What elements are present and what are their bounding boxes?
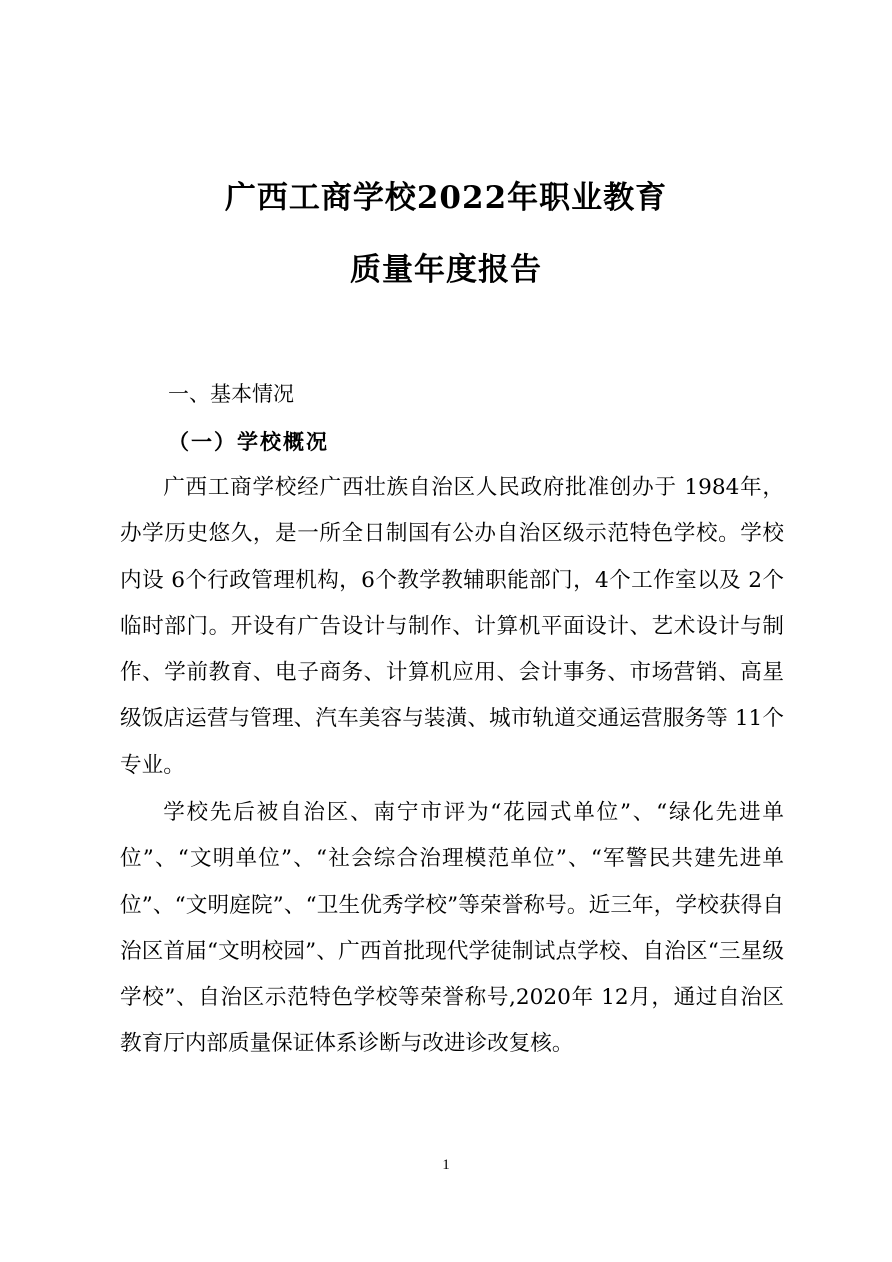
document-title-line-1: 广西工商学校2022年职业教育 — [224, 180, 668, 216]
page-number: 1 — [442, 1157, 450, 1173]
subsection-heading: （一）学校概况 — [168, 429, 329, 454]
paragraph-school-honors: 学校先后被自治区、南宁市评为“花园式单位”、“绿化先进单位”、“文明单位”、“社会综合治理模范单位”、“军警民共建先进单位”、“文明庭院”、“卫生优秀学校”等荣誉称号。近三年，学校获得自治区首届“文明校园”、广西首批现代学徒制试点学校、自治区“三星级学校”、自治区示范特色学校等荣誉称号,2020年 12月，通过自治区教育厅内部质量保证体系诊断与改进诊改复核。 — [120, 800, 784, 1057]
paragraph-school-overview: 广西工商学校经广西壮族自治区人民政府批准创办于 1984年，办学历史悠久，是一所全日制国有公办自治区级示范特色学校。学校内设 6个行政管理机构，6个教学教辅职能部门，4个工作室以及 2个临时部门。开设有广告设计与制作、计算机平面设计、艺术设计与制作、学前教育、电子商务、计算机应用、会计事务、市场营销、高星级饭店运营与管理、汽车美容与装潢、城市轨道交通运营服务等 11个专业。 — [120, 475, 784, 778]
section-heading: 一、基本情况 — [168, 382, 294, 406]
document-title-line-2: 质量年度报告 — [350, 252, 542, 288]
